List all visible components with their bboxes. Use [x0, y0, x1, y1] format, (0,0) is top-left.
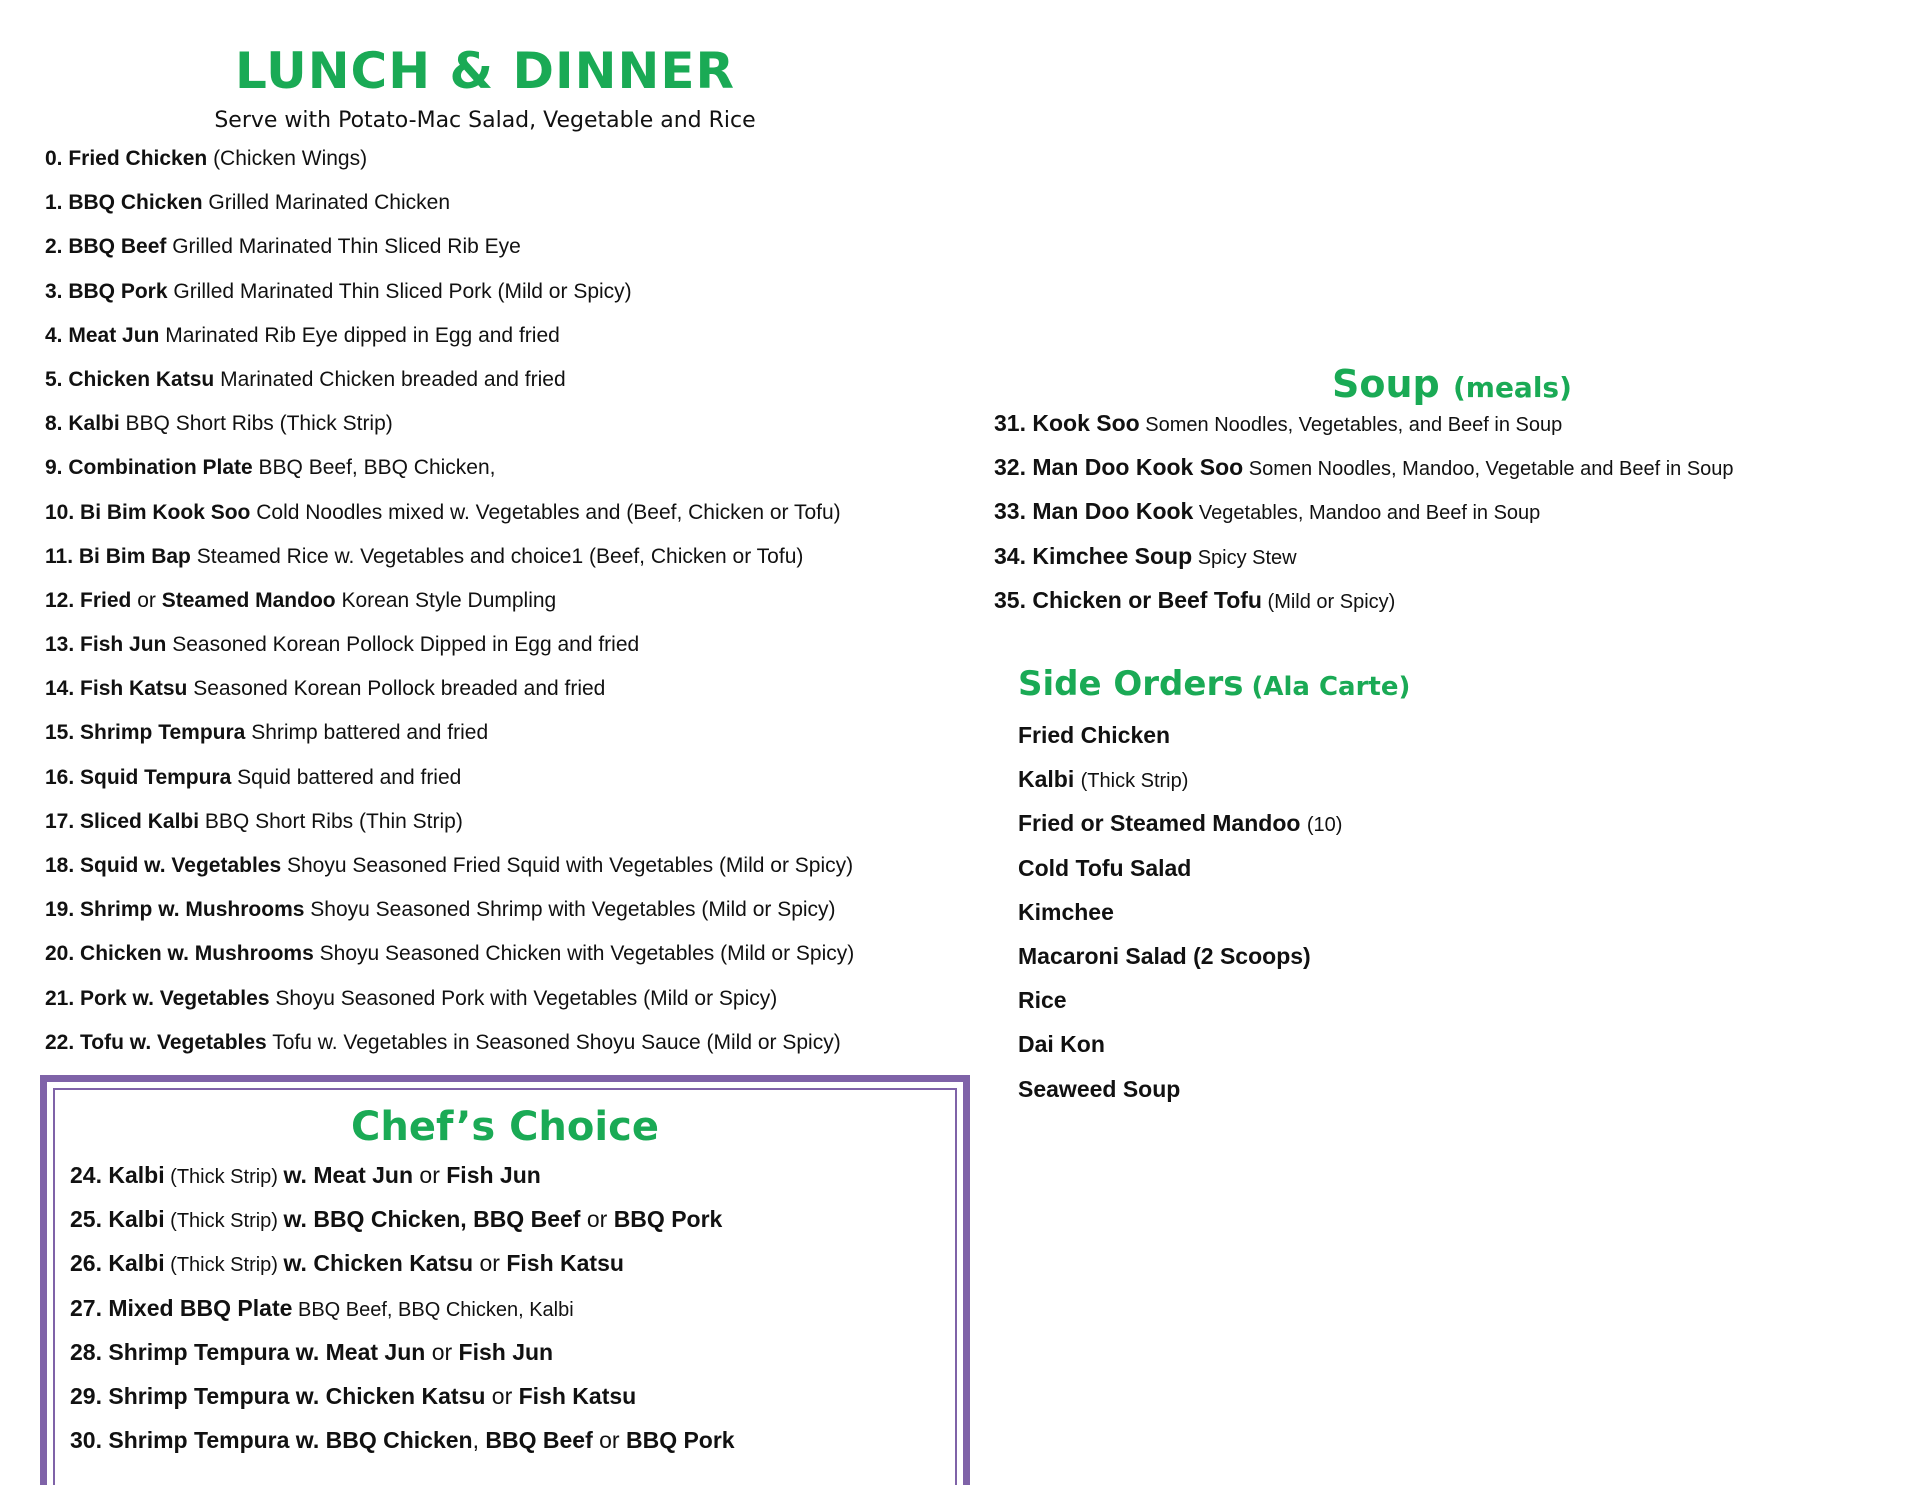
menu-item-name: 18. Squid w. Vegetables — [45, 854, 282, 877]
side-orders-title-paren: (Ala Carte) — [1251, 672, 1411, 702]
chefs-choice-item-name: w. Meat Jun — [283, 1162, 414, 1188]
side-orders-list — [1018, 720, 1342, 1118]
menu-item — [45, 232, 975, 276]
menu-item-name: 9. Combination Plate — [45, 456, 253, 480]
menu-item — [45, 321, 975, 365]
menu-item-name: 4. Meat Jun — [45, 323, 160, 347]
menu-item-description: BBQ Short Ribs (Thick Strip) — [125, 412, 393, 436]
menu-item — [45, 453, 975, 497]
side-order-item — [1018, 985, 1342, 1029]
menu-item-connector: or — [137, 588, 156, 612]
chefs-choice-item — [70, 1293, 735, 1337]
menu-item-name: 5. Chicken Katsu — [45, 367, 215, 391]
chefs-choice-item-name: Fish Jun — [458, 1338, 554, 1365]
menu-item-description: BBQ Beef, BBQ Chicken, — [258, 456, 496, 480]
side-order-item — [1018, 853, 1342, 897]
soup-list — [994, 408, 1734, 629]
menu-item-name: 1. BBQ Chicken — [45, 191, 203, 215]
menu-item-name: 20. Chicken w. Mushrooms — [45, 942, 314, 966]
chefs-choice-item-name: 27. Mixed BBQ Plate — [70, 1294, 293, 1321]
menu-item-name: 14. Fish Katsu — [45, 677, 188, 701]
side-order-name: Seaweed Soup — [1018, 1075, 1181, 1102]
menu-item — [45, 542, 975, 586]
menu-item — [45, 763, 975, 807]
side-order-item — [1018, 1074, 1342, 1118]
chefs-choice-item — [70, 1337, 735, 1381]
menu-item-description: Shoyu Seasoned Chicken with Vegetables (Mild or Spicy) — [319, 942, 855, 966]
menu-item-description: Marinated Chicken breaded and fried — [220, 367, 566, 391]
menu-item — [45, 630, 975, 674]
side-order-name: Kimchee — [1018, 898, 1114, 925]
menu-subtitle: Serve with Potato-Mac Salad, Vegetable and Rice — [214, 108, 756, 133]
soup-item-name: 31. Kook Soo — [994, 410, 1140, 436]
chefs-choice-item — [70, 1204, 735, 1248]
menu-item — [45, 718, 975, 762]
menu-item-description: Grilled Marinated Thin Sliced Rib Eye — [172, 235, 521, 259]
soup-item — [994, 585, 1734, 629]
menu-item — [45, 674, 975, 718]
chefs-choice-item — [70, 1248, 735, 1292]
menu-item — [45, 498, 975, 542]
soup-item-name: 34. Kimchee Soup — [994, 542, 1193, 569]
menu-item-name: Steamed Mandoo — [161, 588, 336, 612]
menu-item-description: Grilled Marinated Thin Sliced Pork (Mild or Spicy) — [173, 279, 632, 303]
menu-item-description: Grilled Marinated Chicken — [208, 191, 450, 215]
side-order-name: Fried Chicken — [1018, 722, 1171, 748]
chefs-choice-item-name: BBQ Pork — [625, 1427, 735, 1454]
side-order-note: (Thick Strip) — [1080, 770, 1189, 793]
menu-item — [45, 586, 975, 630]
side-orders-title — [1018, 664, 1410, 704]
chefs-choice-item-text: or — [473, 1250, 507, 1277]
chefs-choice-item — [70, 1425, 735, 1469]
menu-item-description: Seasoned Korean Pollock Dipped in Egg and fried — [172, 633, 640, 657]
menu-item — [45, 365, 975, 409]
side-order-item — [1018, 941, 1342, 985]
menu-item-name: 17. Sliced Kalbi — [45, 809, 200, 833]
menu-item-name: 21. Pork w. Vegetables — [45, 986, 270, 1010]
menu-item — [45, 188, 975, 232]
soup-item — [994, 496, 1734, 540]
side-orders-title-text: Side Orders — [1018, 664, 1244, 704]
menu-item-description: (Chicken Wings) — [213, 147, 368, 170]
menu-item-description: Squid battered and fried — [237, 765, 462, 789]
side-order-name: Kalbi — [1018, 766, 1075, 793]
chefs-choice-title: Chef’s Choice — [351, 1104, 659, 1150]
chefs-choice-inner-border — [53, 1088, 957, 1485]
chefs-choice-item-name: 28. Shrimp Tempura w. Meat Jun — [70, 1338, 426, 1365]
menu-item — [45, 895, 975, 939]
soup-item — [994, 541, 1734, 585]
chefs-choice-box — [40, 1075, 970, 1485]
side-order-item — [1018, 764, 1342, 808]
menu-title: LUNCH & DINNER — [235, 42, 735, 100]
menu-item — [45, 984, 975, 1028]
menu-item-description: Shrimp battered and fried — [251, 721, 489, 745]
lunch-dinner-list — [45, 144, 975, 1072]
menu-item-name: 8. Kalbi — [45, 412, 120, 436]
menu-item — [45, 277, 975, 321]
chefs-choice-item-name: 26. Kalbi — [70, 1250, 165, 1277]
chefs-choice-item-name: BBQ Pork — [613, 1206, 723, 1233]
chefs-choice-item-name: Fish Jun — [446, 1162, 541, 1188]
chefs-choice-item-text: or — [580, 1206, 614, 1233]
chefs-choice-item-name: w. Chicken Katsu — [283, 1250, 474, 1277]
menu-item-name: 13. Fish Jun — [45, 633, 167, 657]
chefs-choice-item-text: (Thick Strip) — [164, 1254, 284, 1277]
menu-item-description: Shoyu Seasoned Fried Squid with Vegetables (Mild or Spicy) — [286, 854, 854, 877]
soup-item-description: Somen Noodles, Mandoo, Vegetable and Beef in Soup — [1248, 458, 1734, 481]
menu-item — [45, 409, 975, 453]
side-order-item — [1018, 897, 1342, 941]
menu-item-description: Cold Noodles mixed w. Vegetables and (Beef, Chicken or Tofu) — [256, 500, 841, 524]
chefs-choice-item-name: 24. Kalbi — [70, 1162, 165, 1188]
soup-item-description: Spicy Stew — [1197, 546, 1297, 569]
menu-item-name: 3. BBQ Pork — [45, 279, 168, 303]
menu-item-name: 19. Shrimp w. Mushrooms — [45, 898, 305, 922]
menu-item — [45, 144, 975, 188]
chefs-choice-item-text: or — [485, 1382, 519, 1409]
chefs-choice-item-text: or — [425, 1338, 459, 1365]
soup-item-name: 33. Man Doo Kook — [994, 498, 1194, 525]
soup-item — [994, 408, 1734, 452]
chefs-choice-item-name: 25. Kalbi — [70, 1206, 165, 1233]
menu-item-name: 2. BBQ Beef — [45, 235, 167, 259]
soup-item — [994, 452, 1734, 496]
soup-title — [1332, 362, 1572, 406]
menu-item-name: 12. Fried — [45, 588, 132, 612]
menu-item — [45, 851, 975, 895]
menu-item-description: Shoyu Seasoned Shrimp with Vegetables (Mild or Spicy) — [310, 898, 836, 922]
side-order-name: Dai Kon — [1018, 1031, 1105, 1058]
menu-item-description: Seasoned Korean Pollock breaded and fried — [193, 677, 606, 701]
soup-item-description: Somen Noodles, Vegetables, and Beef in Soup — [1145, 414, 1563, 436]
chefs-choice-item-text: BBQ Beef, BBQ Chicken, Kalbi — [292, 1298, 574, 1321]
side-order-note: (10) — [1306, 814, 1343, 837]
menu-item-name: 10. Bi Bim Kook Soo — [45, 500, 251, 524]
chefs-choice-item-name: 30. Shrimp Tempura w. BBQ Chicken — [70, 1427, 473, 1454]
chefs-choice-item — [70, 1381, 735, 1425]
menu-item-description: Tofu w. Vegetables in Seasoned Shoyu Sauce (Mild or Spicy) — [272, 1030, 841, 1054]
side-order-name: Cold Tofu Salad — [1018, 854, 1192, 881]
chefs-choice-item-name: Fish Katsu — [506, 1250, 624, 1277]
soup-title-paren: (meals) — [1452, 371, 1572, 404]
chefs-choice-item — [70, 1160, 735, 1204]
menu-item-name: 0. Fried Chicken — [45, 147, 208, 170]
side-order-name: Fried or Steamed Mandoo — [1018, 810, 1301, 837]
chefs-choice-item-text: or — [592, 1427, 626, 1454]
menu-item — [45, 1028, 975, 1072]
side-order-item — [1018, 720, 1342, 764]
menu-item-name: 16. Squid Tempura — [45, 765, 232, 789]
chefs-choice-item-name: Fish Katsu — [518, 1382, 637, 1409]
menu-item — [45, 939, 975, 983]
soup-item-name: 32. Man Doo Kook Soo — [994, 454, 1244, 481]
chefs-choice-item-text: (Thick Strip) — [164, 1210, 284, 1233]
soup-item-name: 35. Chicken or Beef Tofu — [994, 586, 1262, 613]
side-order-item — [1018, 1029, 1342, 1073]
menu-item-description: BBQ Short Ribs (Thin Strip) — [204, 809, 463, 833]
chefs-choice-item-text: (Thick Strip) — [164, 1166, 284, 1188]
side-order-item — [1018, 808, 1342, 852]
menu-item-description: Shoyu Seasoned Pork with Vegetables (Mild or Spicy) — [275, 986, 778, 1010]
menu-item-name: 11. Bi Bim Bap — [45, 544, 191, 568]
chefs-choice-item-text: or — [413, 1162, 447, 1188]
menu-item — [45, 807, 975, 851]
menu-item-name: 22. Tofu w. Vegetables — [45, 1030, 267, 1054]
soup-title-text: Soup — [1332, 362, 1440, 406]
chefs-choice-item-name: BBQ Beef — [485, 1427, 593, 1454]
menu-item-description: Steamed Rice w. Vegetables and choice1 (Beef, Chicken or Tofu) — [196, 544, 804, 568]
menu-item-description: Marinated Rib Eye dipped in Egg and fried — [165, 323, 560, 347]
chefs-choice-item-name: 29. Shrimp Tempura w. Chicken Katsu — [70, 1382, 486, 1409]
chefs-choice-item-text: , — [472, 1427, 486, 1454]
chefs-choice-list — [70, 1160, 735, 1469]
soup-item-description: (Mild or Spicy) — [1267, 590, 1396, 613]
menu-item-name: 15. Shrimp Tempura — [45, 721, 246, 745]
chefs-choice-item-name: w. BBQ Chicken, BBQ Beef — [283, 1206, 581, 1233]
menu-item-description: Korean Style Dumpling — [341, 588, 557, 612]
side-order-name: Rice — [1018, 987, 1067, 1014]
side-order-name: Macaroni Salad (2 Scoops) — [1018, 942, 1311, 969]
soup-item-description: Vegetables, Mandoo and Beef in Soup — [1198, 502, 1541, 525]
